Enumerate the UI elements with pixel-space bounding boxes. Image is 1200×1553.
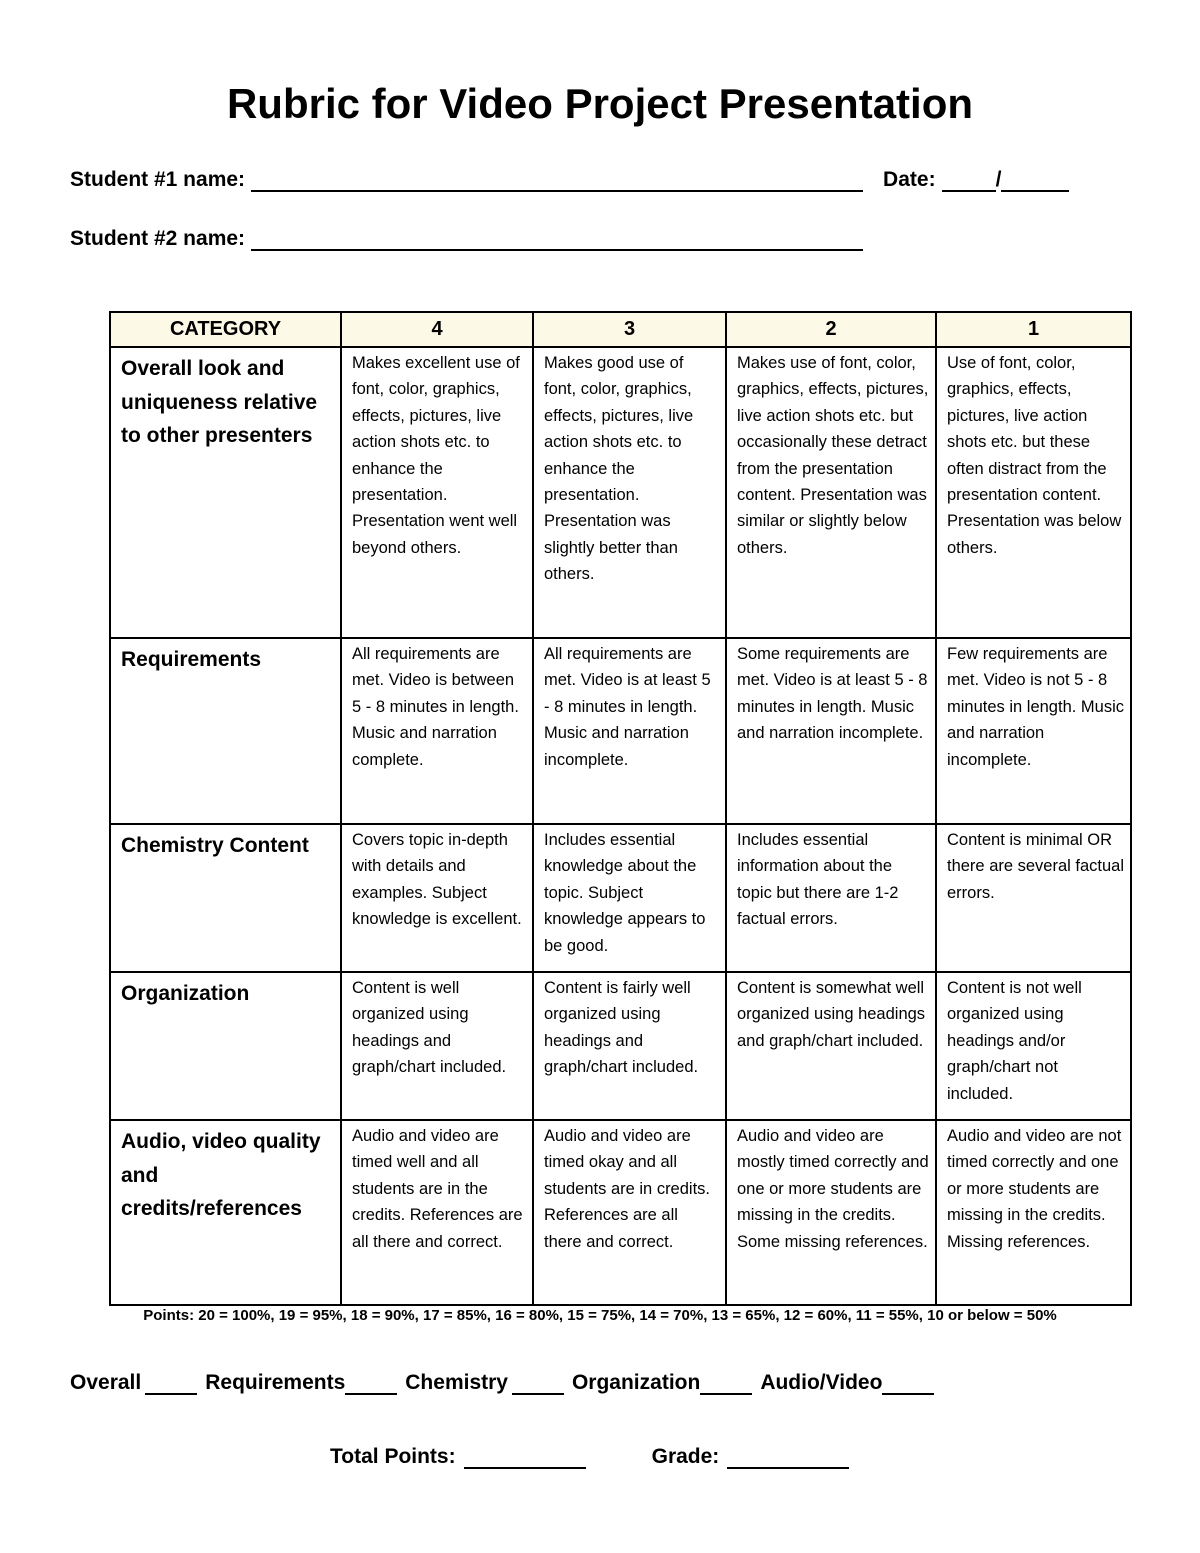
table-cell: Audio and video are mostly timed correctly and one or more students are missing in the credits. Some missing references. (726, 1120, 936, 1305)
table-header-row (110, 312, 1131, 347)
student2-row (70, 227, 863, 251)
table-cell: Audio and video are timed well and all students are in the credits. References are all there and correct. (341, 1120, 533, 1305)
row-category: Overall look and uniqueness relative to other presenters (110, 347, 341, 638)
row-category: Organization (110, 972, 341, 1120)
table-row (110, 1120, 1131, 1305)
table-cell: Makes excellent use of font, color, graphics, effects, pictures, live action shots etc. to enhance the presentation. Presentation went well beyond others. (341, 347, 533, 638)
date-separator: / (995, 168, 1002, 191)
table-row (110, 972, 1131, 1120)
row-category: Audio, video quality and credits/references (110, 1120, 341, 1305)
table-cell: Covers topic in-depth with details and examples. Subject knowledge is excellent. (341, 824, 533, 972)
score-field-organization[interactable] (700, 1373, 752, 1395)
header-score-2: 2 (726, 312, 936, 347)
table-row (110, 824, 1131, 972)
total-points-field[interactable] (464, 1447, 586, 1469)
grade-field[interactable] (727, 1447, 849, 1469)
row-category: Chemistry Content (110, 824, 341, 972)
points-scale: Points: 20 = 100%, 19 = 95%, 18 = 90%, 17 = 85%, 16 = 80%, 15 = 75%, 14 = 70%, 13 = 65%, 12 = 60%, 11 = 55%, 10 or below = 50% (143, 1307, 1057, 1324)
table-cell: Includes essential knowledge about the topic. Subject knowledge appears to be good. (533, 824, 726, 972)
student1-row (70, 168, 1069, 192)
header-score-1: 1 (936, 312, 1131, 347)
date-label: Date: (883, 168, 936, 191)
score-label-organization: Organization (571, 1371, 701, 1394)
score-label-chemistry: Chemistry (405, 1371, 508, 1394)
rubric-table (109, 311, 1132, 1306)
table-cell: Content is not well organized using headings and/or graph/chart not included. (936, 972, 1131, 1120)
table-cell: All requirements are met. Video is between 5 - 8 minutes in length. Music and narration complete. (341, 638, 533, 824)
page-title: Rubric for Video Project Presentation (226, 80, 974, 127)
score-field-requirements[interactable] (345, 1373, 397, 1395)
score-label-overall: Overall (70, 1371, 142, 1394)
table-cell: Makes use of font, color, graphics, effects, pictures, live action shots etc. but occasionally these detract from the presentation content. Presentation was similar or slightly below others. (726, 347, 936, 638)
student2-name-field[interactable] (251, 229, 863, 251)
grade-label: Grade: (651, 1445, 720, 1468)
header-score-4: 4 (341, 312, 533, 347)
student1-label: Student #1 name: (70, 168, 246, 191)
header-category: CATEGORY (110, 312, 341, 347)
header-score-3: 3 (533, 312, 726, 347)
student2-label: Student #2 name: (70, 227, 246, 250)
score-field-overall[interactable] (145, 1373, 197, 1395)
score-field-audio-video[interactable] (882, 1373, 934, 1395)
table-row (110, 638, 1131, 824)
table-cell: Includes essential information about the topic but there are 1-2 factual errors. (726, 824, 936, 972)
table-cell: Some requirements are met. Video is at least 5 - 8 minutes in length. Music and narration incomplete. (726, 638, 936, 824)
table-cell: Content is somewhat well organized using headings and graph/chart included. (726, 972, 936, 1120)
table-row (110, 347, 1131, 638)
score-label-requirements: Requirements (205, 1371, 346, 1394)
score-field-chemistry[interactable] (512, 1373, 564, 1395)
table-cell: Content is fairly well organized using headings and graph/chart included. (533, 972, 726, 1120)
table-cell: Audio and video are not timed correctly and one or more students are missing in the credits. Missing references. (936, 1120, 1131, 1305)
date-month-field[interactable] (942, 170, 996, 192)
score-summary (70, 1371, 942, 1395)
table-cell: Content is well organized using headings and graph/chart included. (341, 972, 533, 1120)
date-day-field[interactable] (1001, 170, 1069, 192)
table-cell: Few requirements are met. Video is not 5 - 8 minutes in length. Music and narration incomplete. (936, 638, 1131, 824)
table-cell: Use of font, color, graphics, effects, pictures, live action shots etc. but these often distract from the presentation content. Presentation was below others. (936, 347, 1131, 638)
table-cell: All requirements are met. Video is at least 5 - 8 minutes in length. Music and narration incomplete. (533, 638, 726, 824)
totals-row (330, 1445, 849, 1469)
student1-name-field[interactable] (251, 170, 863, 192)
score-label-audio-video: Audio/Video (760, 1371, 883, 1394)
table-cell: Audio and video are timed okay and all students are in credits. References are all there and correct. (533, 1120, 726, 1305)
table-cell: Makes good use of font, color, graphics, effects, pictures, live action shots etc. to enhance the presentation. Presentation was slightly better than others. (533, 347, 726, 638)
row-category: Requirements (110, 638, 341, 824)
total-points-label: Total Points: (330, 1445, 456, 1468)
table-cell: Content is minimal OR there are several factual errors. (936, 824, 1131, 972)
